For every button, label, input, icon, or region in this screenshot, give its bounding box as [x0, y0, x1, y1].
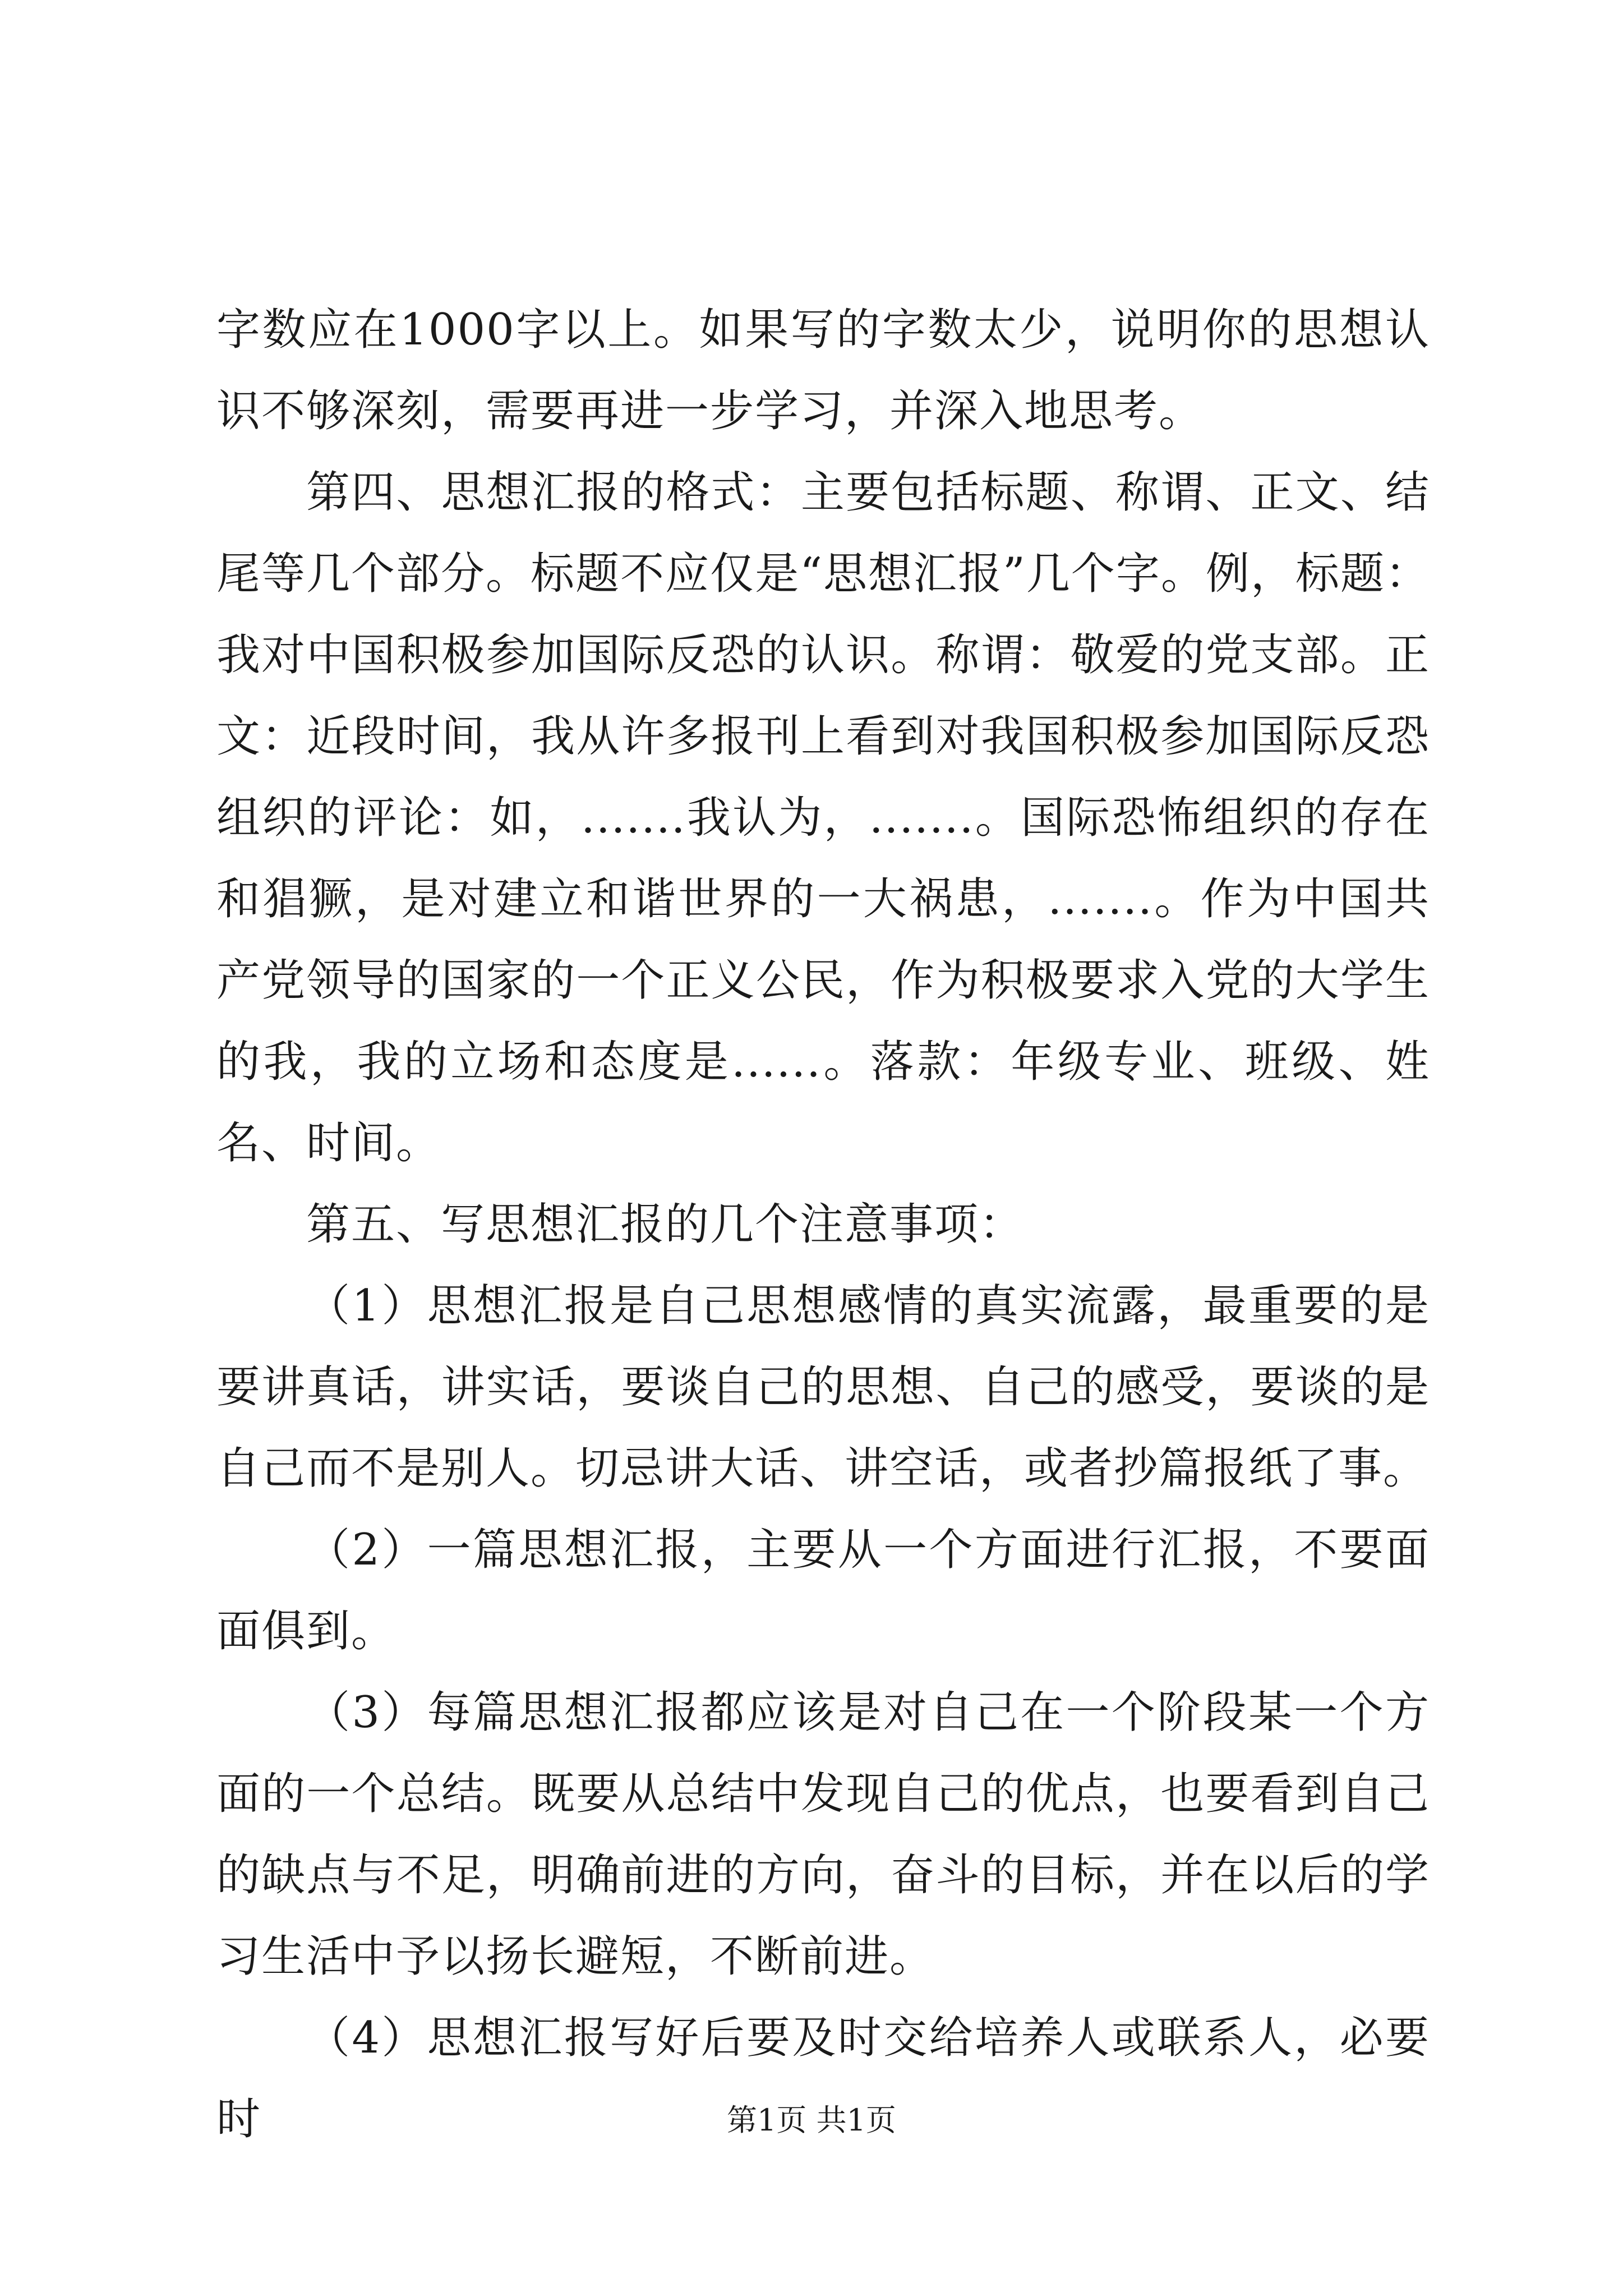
paragraph-note-2: （2）一篇思想汇报，主要从一个方面进行汇报，不要面面俱到。: [216, 1525, 1430, 1657]
document-body: [216, 289, 1430, 2160]
paragraph-note-3: （3）每篇思想汇报都应该是对自己在一个阶段某一个方面的一个总结。既要从总结中发现自己的优点，也要看到自己的缺点与不足，明确前进的方向，奋斗的目标，并在以后的学习生活中予以扬长避短，不断前进。: [216, 1687, 1430, 1982]
paragraph-continuation: 字数应在1000字以上。如果写的字数太少，说明你的思想认识不够深刻，需要再进一步学习，并深入地思考。: [216, 305, 1430, 436]
paragraph-note-1: （1）思想汇报是自己思想感情的真实流露，最重要的是要讲真话，讲实话，要谈自己的思想、自己的感受，要谈的是自己而不是别人。切忌讲大话、讲空话，或者抄篇报纸了事。: [216, 1281, 1430, 1494]
paragraph-notes-heading: 第五、写思想汇报的几个注意事项：: [306, 1199, 1025, 1250]
page-number-footer: 第1页 共1页: [727, 2102, 896, 2138]
paragraph-note-4: （4）思想汇报写好后要及时交给培养人或联系人，必要时: [216, 2013, 1430, 2145]
paragraph-format: 第四、思想汇报的格式：主要包括标题、称谓、正文、结尾等几个部分。标题不应仅是“思想汇报”几个字。例，标题：我对中国积极参加国际反恐的认识。称谓：敬爱的党支部。正文：近段时间，我从许多报刊上看到对我国积极参加国际反恐组织的评论：如，.......我认为，.......。国际恐怖组织的存在和猖獗，是对建立和谐世界的一大祸患，.......。作为中国共产党领导的国家的一个正义公民，作为积极要求入党的大学生的我，我的立场和态度是......。落款：年级专业、班级、姓名、时间。: [216, 467, 1430, 1168]
